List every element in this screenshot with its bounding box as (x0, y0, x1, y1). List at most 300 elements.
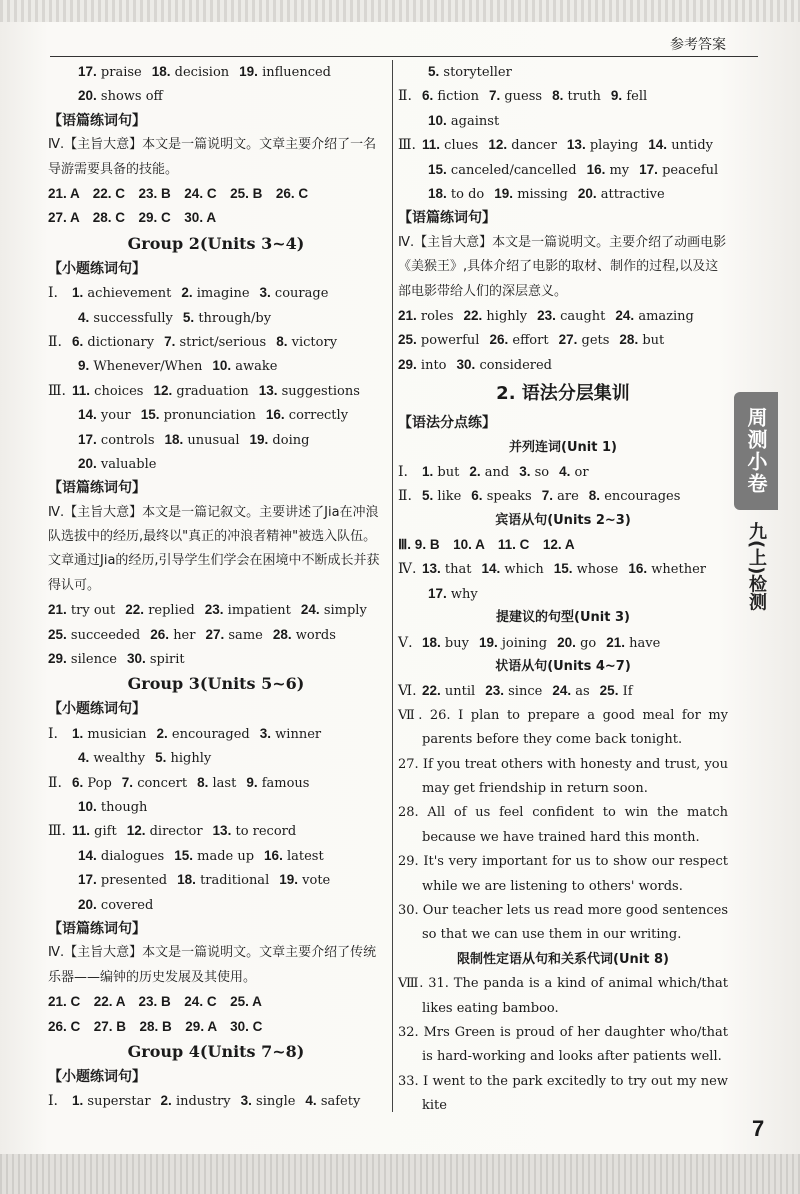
sentence-30: 30. Our teacher lets us read more good sentences so that we can use them in our writing. (398, 903, 729, 943)
roman-numeral: Ⅲ. (398, 137, 416, 154)
g1-mc-row-1: 21. A 22. C 23. B 24. C 25. B 26. C (48, 185, 309, 201)
answer-text: last (212, 775, 237, 791)
answer-text: attractive (600, 186, 665, 202)
answer-row (48, 623, 384, 647)
answer-number: 21. (48, 602, 67, 618)
answer-text: through/by (198, 310, 272, 326)
answer-text: Pop (87, 775, 112, 791)
roman-numeral: Ⅴ. (398, 634, 413, 651)
answer-text: are (557, 489, 579, 505)
answer-number: 8. (197, 774, 209, 790)
page-bottom-edge (0, 1154, 800, 1194)
answer-text: spirit (149, 652, 185, 668)
page-top-edge (0, 0, 800, 22)
answer-text: try out (70, 603, 116, 619)
answer-text: choices (94, 383, 144, 399)
answer-text: Whenever/When (93, 359, 203, 375)
side-tab: 周测小卷 (734, 392, 778, 510)
answer-row (48, 1089, 384, 1113)
answer-text: which (504, 562, 544, 578)
answer-text: covered (100, 897, 154, 913)
answer-number: 13. (258, 382, 278, 398)
answer-text: director (149, 824, 203, 840)
sentence-28: 28. All of us feel confident to win the match because we have trained hard this month. (398, 805, 728, 845)
r-mc-row-3: Ⅲ. 9. B 10. A 11. C 12. A (398, 537, 575, 553)
answer-row (398, 328, 728, 352)
sentence-31: Ⅷ. 31. The panda is a kind of animal which/that likes eating bamboo. (398, 976, 728, 1016)
answer-number: 2. (469, 463, 481, 479)
r-rows-2 (398, 304, 728, 377)
answer-number: 13. (212, 823, 232, 839)
g2-rows (48, 281, 384, 476)
answer-text: valuable (100, 456, 157, 472)
sentence-33: 33. I went to the park excitedly to try out my new kite (398, 1073, 728, 1114)
answer-text: replied (148, 603, 195, 619)
roman-numeral: Ⅱ. (48, 333, 62, 350)
answer-text: doing (272, 432, 310, 448)
roman-numeral: Ⅰ. (48, 285, 58, 302)
answer-text: why (450, 586, 478, 602)
answer-row (398, 353, 728, 377)
header-label: 参考答案 (670, 37, 726, 53)
answer-row (398, 582, 728, 606)
r-rows-3 (398, 460, 728, 509)
answer-text: impatient (227, 603, 291, 619)
g4-rows (48, 1089, 384, 1113)
answer-text: dialogues (100, 848, 165, 864)
answer-number: 23. (204, 602, 224, 618)
roman-numeral: Ⅵ. (398, 683, 417, 700)
g3-passage-intro: Ⅳ.【主旨大意】本文是一篇说明文。文章主要介绍了传统乐器——编钟的历史发展及其使用。 (48, 945, 377, 985)
answer-row (398, 460, 728, 484)
answer-number: 21. (398, 307, 417, 323)
answer-number: 7. (121, 774, 134, 790)
g4-sub-title: 【小题练词句】 (48, 1068, 146, 1085)
answer-text: correctly (288, 408, 349, 424)
g3-rows (48, 722, 384, 917)
answer-text: powerful (420, 333, 480, 349)
answer-text: truth (567, 89, 601, 105)
answer-text: like (437, 489, 462, 505)
answer-text: vote (302, 873, 331, 889)
sentence-27: 27. If you treat others with honesty and trust, you may get friendship in return soon. (398, 756, 728, 797)
answer-text: that (444, 562, 472, 578)
answer-row (398, 631, 728, 655)
answer-number: 29. (48, 651, 67, 667)
side-label: 九(上)检测 (746, 522, 767, 611)
answer-number: 1. (72, 285, 84, 301)
answer-number: 7. (488, 88, 501, 104)
answer-number: 17. (78, 64, 97, 79)
answer-text: awake (235, 359, 278, 375)
answer-number: 20. (78, 88, 97, 104)
group-4-title: Group 4(Units 7~8) (127, 1041, 305, 1061)
answer-text: victory (291, 334, 338, 350)
answer-text: my (609, 162, 630, 178)
answer-number: 6. (471, 488, 483, 504)
answer-text: simply (323, 603, 367, 619)
answer-row (398, 182, 728, 206)
answer-number: 17. (428, 585, 447, 601)
answer-text: courage (274, 286, 329, 302)
answer-text: presented (100, 873, 168, 889)
answer-number: 16. (586, 161, 606, 177)
answer-text: strict/serious (179, 334, 267, 350)
answer-row (398, 158, 728, 182)
answer-number: 13. (422, 561, 441, 577)
answer-number: 18. (151, 64, 171, 79)
g2-sub-title: 【小题练词句】 (48, 260, 146, 277)
answer-text: influenced (262, 65, 331, 80)
answer-number: 30. (126, 651, 146, 667)
answer-number: 5. (422, 488, 434, 504)
roman-numeral: Ⅱ. (398, 488, 412, 505)
answer-text: go (580, 635, 597, 651)
answer-number: 25. (48, 626, 67, 642)
group-3-title: Group 3(Units 5~6) (127, 674, 305, 694)
answer-number: 15. (174, 847, 193, 863)
answer-text: fiction (437, 89, 479, 105)
answer-text: as (575, 684, 590, 700)
answer-text: safety (320, 1094, 361, 1110)
answer-number: 10. (428, 112, 447, 128)
answer-number: 30. (456, 356, 476, 372)
answer-number: 2. (156, 725, 168, 741)
answer-text: controls (100, 432, 155, 448)
answer-text: but (437, 464, 460, 480)
answer-number: 18. (428, 185, 447, 201)
answer-row (48, 379, 384, 403)
answer-number: 7. (541, 488, 553, 504)
answer-text: joining (501, 635, 548, 651)
answer-text: to record (235, 824, 297, 840)
answer-text: wealthy (93, 751, 146, 767)
answer-number: 23. (485, 683, 504, 699)
answer-text: superstar (87, 1094, 151, 1110)
answer-number: 11. (422, 137, 441, 153)
answer-number: 27. (558, 332, 578, 348)
answer-number: 21. (606, 634, 625, 650)
answer-text: made up (197, 848, 255, 864)
answer-number: 27. (205, 626, 225, 642)
answer-number: 3. (240, 1093, 252, 1109)
answer-number: 14. (78, 407, 97, 423)
answer-row (398, 484, 728, 508)
answer-text: caught (560, 308, 606, 324)
answer-number: 9. (78, 358, 90, 374)
answer-number: 7. (164, 333, 176, 349)
right-column (398, 60, 728, 1119)
answer-number: 20. (557, 634, 576, 650)
answer-number: 28. (619, 332, 639, 348)
answer-text: have (629, 635, 661, 651)
answer-number: 12. (153, 382, 173, 398)
grammar-big-title: 2. 语法分层集训 (496, 383, 630, 405)
answer-row (398, 679, 728, 703)
answer-text: industry (175, 1094, 231, 1110)
answer-row (48, 354, 384, 378)
answer-number: 6. (422, 88, 434, 104)
answer-number: 2. (181, 285, 193, 301)
answer-number: 6. (72, 774, 84, 790)
page-number: 7 (752, 1116, 765, 1141)
answer-text: winner (275, 726, 322, 742)
answer-row (398, 557, 728, 581)
answer-number: 18. (164, 431, 184, 447)
answer-text: words (295, 627, 336, 643)
sentence-32: 32. Mrs Green is proud of her daughter who/that is hard-working and looks after patients well. (398, 1025, 728, 1065)
answer-number: 10. (78, 799, 97, 815)
answer-text: effort (512, 333, 549, 349)
answer-text: missing (517, 186, 568, 202)
answer-text: silence (70, 652, 117, 668)
answer-row (48, 452, 384, 476)
g1-rows (48, 60, 384, 109)
answer-number: 4. (305, 1093, 317, 1109)
answer-text: until (444, 684, 476, 700)
answer-row (48, 893, 384, 917)
answer-number: 15. (140, 407, 160, 423)
answer-number: 19. (279, 872, 299, 888)
roman-numeral: Ⅰ. (48, 1093, 58, 1110)
answer-row (48, 746, 384, 770)
column-divider (392, 60, 393, 1112)
answer-text: or (574, 464, 589, 480)
roman-numeral: Ⅱ. (48, 774, 62, 791)
r-rows-6 (398, 679, 728, 703)
left-column (48, 60, 384, 1114)
answer-number: 22. (463, 307, 483, 323)
answer-number: 14. (648, 137, 668, 153)
answer-number: 1. (422, 463, 434, 479)
answer-text: considered (479, 357, 552, 373)
g2-rows-2 (48, 598, 384, 671)
r-rows-5 (398, 631, 728, 655)
answer-number: 8. (276, 333, 288, 349)
r-passage-intro: Ⅳ.【主旨大意】本文是一篇说明文。主要介绍了动画电影《美猴王》,具体介绍了电影的取材、制作的过程,以及这部电影带给人们的深层意义。 (398, 234, 727, 299)
answer-text: highly (170, 751, 212, 767)
answer-number: 12. (126, 823, 146, 839)
answer-number: 1. (72, 725, 84, 741)
sub-title-5: 限制性定语从句和关系代词(Unit 8) (457, 951, 669, 967)
answer-row (48, 60, 384, 84)
answer-text: though (100, 800, 148, 816)
answer-row (48, 844, 384, 868)
answer-number: 8. (552, 88, 564, 104)
answer-row (48, 771, 384, 795)
answer-number: 5. (428, 64, 440, 79)
answer-text: imagine (196, 286, 250, 302)
answer-text: encouraged (171, 726, 250, 742)
answer-row (398, 304, 728, 328)
answer-number: 5. (155, 750, 167, 766)
answer-number: 19. (494, 185, 514, 201)
answer-number: 15. (553, 561, 573, 577)
answer-number: 26. (150, 626, 170, 642)
answer-text: decision (174, 65, 230, 80)
header-rule (50, 56, 758, 57)
answer-number: 25. (398, 332, 417, 348)
grammar-section-title: 【语法分点练】 (398, 415, 496, 432)
answer-row (48, 306, 384, 330)
sub-title-2: 宾语从句(Units 2~3) (495, 512, 631, 528)
answer-number: 15. (428, 161, 447, 177)
answer-text: suggestions (281, 383, 360, 399)
answer-number: 16. (265, 407, 285, 423)
answer-number: 8. (588, 488, 601, 504)
answer-text: peaceful (662, 162, 719, 178)
answer-number: 17. (78, 872, 97, 888)
answer-number: 3. (519, 463, 531, 479)
answer-text: achievement (87, 286, 172, 302)
answer-number: 4. (78, 750, 90, 766)
answer-number: 3. (259, 725, 272, 741)
g1-passage-intro: Ⅳ.【主旨大意】本文是一篇说明文。文章主要介绍了一名导游需要具备的技能。 (48, 137, 377, 177)
answer-number: 26. (489, 332, 509, 348)
answer-text: storyteller (443, 65, 512, 80)
answer-text: into (420, 357, 447, 373)
g3-sub-title: 【小题练词句】 (48, 701, 146, 718)
answer-text: so (534, 464, 550, 480)
answer-text: gets (581, 333, 610, 349)
answer-number: 28. (272, 626, 292, 642)
answer-number: 11. (72, 382, 91, 398)
roman-numeral: Ⅲ. (48, 823, 66, 840)
r-passage-title: 【语篇练词句】 (398, 210, 496, 227)
sentence-29: 29. It's very important for us to show our respect while we are listening to others' words. (398, 854, 728, 894)
answer-number: 18. (177, 872, 196, 888)
answer-text: playing (589, 138, 639, 154)
answer-row (398, 60, 728, 84)
answer-number: 19. (249, 431, 269, 447)
answer-text: If (622, 684, 633, 700)
answer-text: praise (100, 65, 142, 80)
g2-passage-title: 【语篇练词句】 (48, 480, 146, 497)
answer-text: to do (450, 186, 485, 202)
answer-number: 23. (537, 307, 556, 323)
answer-row (398, 109, 728, 133)
roman-numeral: Ⅰ. (398, 463, 408, 480)
answer-number: 3. (259, 285, 271, 301)
answer-text: same (228, 627, 263, 643)
answer-row (398, 133, 728, 157)
g3-mc-row-2: 26. C 27. B 28. B 29. A 30. C (48, 1018, 263, 1034)
answer-number: 29. (398, 356, 417, 372)
answer-number: 22. (422, 683, 441, 699)
answer-row (48, 403, 384, 427)
answer-number: 22. (125, 602, 145, 618)
answer-number: 14. (481, 561, 501, 577)
answer-number: 13. (566, 137, 586, 153)
answer-text: whether (651, 562, 706, 578)
answer-row (48, 868, 384, 892)
answer-number: 4. (78, 309, 90, 325)
roman-numeral: Ⅲ. (48, 382, 66, 399)
answer-text: against (450, 113, 500, 129)
sub-title-1: 并列连词(Unit 1) (509, 439, 617, 455)
answer-text: but (642, 333, 665, 349)
answer-number: 24. (552, 683, 572, 699)
answer-row (48, 84, 384, 108)
answer-number: 1. (72, 1093, 84, 1109)
r-rows-4 (398, 557, 728, 606)
answer-text: succeeded (70, 627, 141, 643)
r-rows-1 (398, 60, 728, 206)
answer-number: 19. (239, 64, 258, 79)
answer-number: 14. (78, 847, 97, 863)
sentence-26: Ⅶ. 26. I plan to prepare a good meal for my parents before they come back tonight. (398, 707, 728, 748)
answer-number: 16. (628, 561, 648, 577)
roman-numeral: Ⅳ. (398, 561, 417, 578)
answer-text: successfully (93, 310, 173, 326)
answer-text: pronunciation (163, 408, 256, 424)
answer-text: canceled/cancelled (450, 162, 577, 178)
answer-text: guess (504, 89, 543, 105)
answer-number: 10. (212, 358, 232, 374)
answer-number: 16. (264, 847, 283, 863)
answer-number: 12. (488, 137, 508, 153)
answer-text: musician (87, 726, 147, 742)
sub-title-3: 提建议的句型(Unit 3) (496, 610, 630, 626)
answer-text: latest (286, 848, 324, 864)
answer-row (48, 428, 384, 452)
roman-numeral: Ⅰ. (48, 725, 58, 742)
answer-number: 5. (182, 309, 195, 325)
answer-text: encourages (604, 489, 681, 505)
answer-text: concert (137, 775, 188, 791)
group-2-title: Group 2(Units 3~4) (127, 233, 305, 253)
answer-text: famous (261, 775, 310, 791)
answer-number: 18. (422, 634, 441, 650)
answer-number: 24. (615, 307, 635, 323)
answer-text: roles (420, 308, 454, 324)
answer-text: untidy (671, 138, 713, 154)
answer-number: 11. (72, 823, 91, 839)
answer-text: your (100, 408, 131, 424)
answer-text: gift (94, 824, 117, 840)
answer-text: graduation (176, 383, 249, 399)
answer-number: 17. (78, 431, 97, 447)
answer-number: 20. (78, 455, 97, 471)
answer-number: 17. (639, 161, 658, 177)
answer-number: 20. (577, 185, 597, 201)
answer-text: speaks (486, 489, 532, 505)
answer-number: 25. (599, 683, 619, 699)
answer-row (48, 330, 384, 354)
answer-number: 20. (78, 896, 97, 912)
answer-row (48, 819, 384, 843)
answer-text: traditional (200, 873, 270, 889)
answer-row (398, 84, 728, 108)
sub-title-4: 状语从句(Units 4~7) (495, 659, 631, 675)
answer-text: single (256, 1094, 296, 1110)
answer-text: buy (444, 635, 469, 651)
answer-number: 19. (478, 634, 498, 650)
answer-text: her (173, 627, 196, 643)
g1-mc-row-2: 27. A 28. C 29. C 30. A (48, 210, 217, 226)
answer-row (48, 281, 384, 305)
g2-passage-intro: Ⅳ.【主旨大意】本文是一篇记叙文。主要讲述了Jia在冲浪队选拔中的经历,最终以"真正的冲浪者精神"被选入队伍。文章通过Jia的经历,引导学生们学会在困境中不断成长并获得认可。 (48, 504, 380, 593)
roman-numeral: Ⅱ. (398, 88, 412, 105)
answer-number: 4. (559, 463, 571, 479)
answer-row (48, 647, 384, 671)
answer-text: and (484, 464, 510, 480)
answer-text: dictionary (87, 334, 155, 350)
answer-row (48, 598, 384, 622)
answer-text: whose (576, 562, 619, 578)
answer-row (48, 722, 384, 746)
answer-text: shows off (100, 89, 163, 105)
